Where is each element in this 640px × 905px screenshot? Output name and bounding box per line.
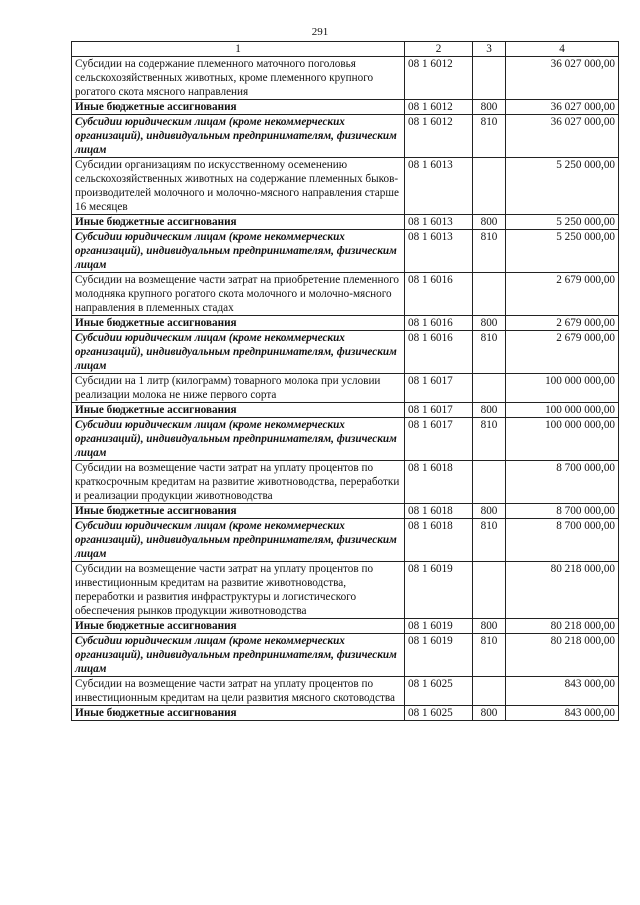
row-name-cell: Субсидии на возмещение части затрат на уплату процентов по инвестиционным кредитам на цели развития мясного скотоводства <box>72 677 405 706</box>
row-amount-cell: 2 679 000,00 <box>506 273 619 316</box>
row-code-cell: 08 1 6019 <box>405 634 473 677</box>
header-col-name: 1 <box>72 42 405 57</box>
row-code-cell: 08 1 6019 <box>405 619 473 634</box>
row-type-cell <box>473 461 506 504</box>
row-name-cell: Субсидии юридическим лицам (кроме некоммерческих организаций), индивидуальным предпринимателям, физическим лицам <box>72 115 405 158</box>
row-amount-cell: 8 700 000,00 <box>506 519 619 562</box>
row-code-cell: 08 1 6018 <box>405 504 473 519</box>
table-row <box>72 115 619 158</box>
row-amount-cell: 80 218 000,00 <box>506 562 619 619</box>
row-type-cell <box>473 273 506 316</box>
row-name-cell: Субсидии на 1 литр (килограмм) товарного молока при условии реализации молока не ниже первого сорта <box>72 374 405 403</box>
row-code-cell: 08 1 6018 <box>405 461 473 504</box>
row-amount-cell: 5 250 000,00 <box>506 158 619 215</box>
row-type-cell: 800 <box>473 504 506 519</box>
header-col-amount: 4 <box>506 42 619 57</box>
row-amount-cell: 80 218 000,00 <box>506 619 619 634</box>
row-name-cell: Иные бюджетные ассигнования <box>72 403 405 418</box>
row-amount-cell: 100 000 000,00 <box>506 403 619 418</box>
row-code-cell: 08 1 6018 <box>405 519 473 562</box>
row-code-cell: 08 1 6016 <box>405 316 473 331</box>
row-amount-cell: 36 027 000,00 <box>506 57 619 100</box>
table-row <box>72 418 619 461</box>
row-amount-cell: 80 218 000,00 <box>506 634 619 677</box>
row-name-cell: Субсидии юридическим лицам (кроме некоммерческих организаций), индивидуальным предпринимателям, физическим лицам <box>72 418 405 461</box>
row-type-cell: 810 <box>473 331 506 374</box>
row-type-cell: 800 <box>473 619 506 634</box>
table-row <box>72 634 619 677</box>
row-code-cell: 08 1 6013 <box>405 230 473 273</box>
row-code-cell: 08 1 6013 <box>405 215 473 230</box>
row-amount-cell: 2 679 000,00 <box>506 316 619 331</box>
row-name-cell: Субсидии на содержание племенного маточного поголовья сельскохозяйственных животных, кроме племенного крупного рогатого скота мясного направления <box>72 57 405 100</box>
row-name-cell: Субсидии на возмещение части затрат на приобретение племенного молодняка крупного рогатого скота молочного и молочно-мясного направления в племенных стадах <box>72 273 405 316</box>
row-type-cell <box>473 57 506 100</box>
row-amount-cell: 8 700 000,00 <box>506 461 619 504</box>
row-type-cell: 810 <box>473 519 506 562</box>
row-type-cell: 800 <box>473 316 506 331</box>
row-name-cell: Иные бюджетные ассигнования <box>72 504 405 519</box>
row-name-cell: Субсидии организациям по искусственному осеменению сельскохозяйственных животных на содержание племенных быков-производителей молочного и молочно-мясного направления старше 16 месяцев <box>72 158 405 215</box>
row-type-cell: 800 <box>473 215 506 230</box>
row-code-cell: 08 1 6013 <box>405 158 473 215</box>
row-name-cell: Иные бюджетные ассигнования <box>72 316 405 331</box>
row-amount-cell: 2 679 000,00 <box>506 331 619 374</box>
table-row <box>72 677 619 706</box>
row-name-cell: Субсидии юридическим лицам (кроме некоммерческих организаций), индивидуальным предпринимателям, физическим лицам <box>72 331 405 374</box>
row-code-cell: 08 1 6016 <box>405 331 473 374</box>
table-row <box>72 562 619 619</box>
budget-table-body <box>72 42 619 721</box>
row-type-cell: 810 <box>473 115 506 158</box>
row-code-cell: 08 1 6017 <box>405 374 473 403</box>
table-row <box>72 316 619 331</box>
table-row <box>72 461 619 504</box>
row-name-cell: Субсидии юридическим лицам (кроме некоммерческих организаций), индивидуальным предпринимателям, физическим лицам <box>72 519 405 562</box>
table-row <box>72 331 619 374</box>
row-type-cell <box>473 158 506 215</box>
row-code-cell: 08 1 6016 <box>405 273 473 316</box>
table-row <box>72 619 619 634</box>
table-row <box>72 374 619 403</box>
row-name-cell: Иные бюджетные ассигнования <box>72 100 405 115</box>
row-amount-cell: 36 027 000,00 <box>506 115 619 158</box>
table-row <box>72 215 619 230</box>
table-header-row <box>72 42 619 57</box>
table-row <box>72 403 619 418</box>
row-name-cell: Субсидии на возмещение части затрат на уплату процентов по краткосрочным кредитам на развитие животноводства, переработки и реализации продукции животноводства <box>72 461 405 504</box>
table-row <box>72 230 619 273</box>
row-amount-cell: 5 250 000,00 <box>506 215 619 230</box>
row-type-cell: 800 <box>473 100 506 115</box>
table-row <box>72 504 619 519</box>
table-row <box>72 519 619 562</box>
row-code-cell: 08 1 6012 <box>405 57 473 100</box>
row-type-cell <box>473 374 506 403</box>
row-type-cell: 810 <box>473 634 506 677</box>
table-row <box>72 706 619 721</box>
row-type-cell: 800 <box>473 403 506 418</box>
row-code-cell: 08 1 6017 <box>405 403 473 418</box>
row-amount-cell: 8 700 000,00 <box>506 504 619 519</box>
table-row <box>72 57 619 100</box>
row-type-cell: 810 <box>473 230 506 273</box>
table-row <box>72 273 619 316</box>
row-code-cell: 08 1 6017 <box>405 418 473 461</box>
table-row <box>72 158 619 215</box>
page-number: 291 <box>311 26 329 38</box>
row-name-cell: Субсидии юридическим лицам (кроме некоммерческих организаций), индивидуальным предпринимателям, физическим лицам <box>72 230 405 273</box>
row-type-cell: 800 <box>473 706 506 721</box>
row-type-cell <box>473 677 506 706</box>
row-name-cell: Иные бюджетные ассигнования <box>72 215 405 230</box>
row-type-cell: 810 <box>473 418 506 461</box>
row-amount-cell: 100 000 000,00 <box>506 418 619 461</box>
row-code-cell: 08 1 6025 <box>405 706 473 721</box>
row-amount-cell: 843 000,00 <box>506 706 619 721</box>
row-name-cell: Субсидии на возмещение части затрат на уплату процентов по инвестиционным кредитам на развитие животноводства, переработки и развития инфраструктуры и логистического обеспечения рынков продукции животноводства <box>72 562 405 619</box>
row-code-cell: 08 1 6025 <box>405 677 473 706</box>
row-code-cell: 08 1 6019 <box>405 562 473 619</box>
header-col-type: 3 <box>473 42 506 57</box>
row-code-cell: 08 1 6012 <box>405 115 473 158</box>
budget-table <box>71 41 619 721</box>
row-name-cell: Субсидии юридическим лицам (кроме некоммерческих организаций), индивидуальным предпринимателям, физическим лицам <box>72 634 405 677</box>
row-code-cell: 08 1 6012 <box>405 100 473 115</box>
row-name-cell: Иные бюджетные ассигнования <box>72 619 405 634</box>
row-amount-cell: 843 000,00 <box>506 677 619 706</box>
table-row <box>72 100 619 115</box>
header-col-code: 2 <box>405 42 473 57</box>
row-amount-cell: 36 027 000,00 <box>506 100 619 115</box>
row-amount-cell: 100 000 000,00 <box>506 374 619 403</box>
row-type-cell <box>473 562 506 619</box>
row-amount-cell: 5 250 000,00 <box>506 230 619 273</box>
row-name-cell: Иные бюджетные ассигнования <box>72 706 405 721</box>
